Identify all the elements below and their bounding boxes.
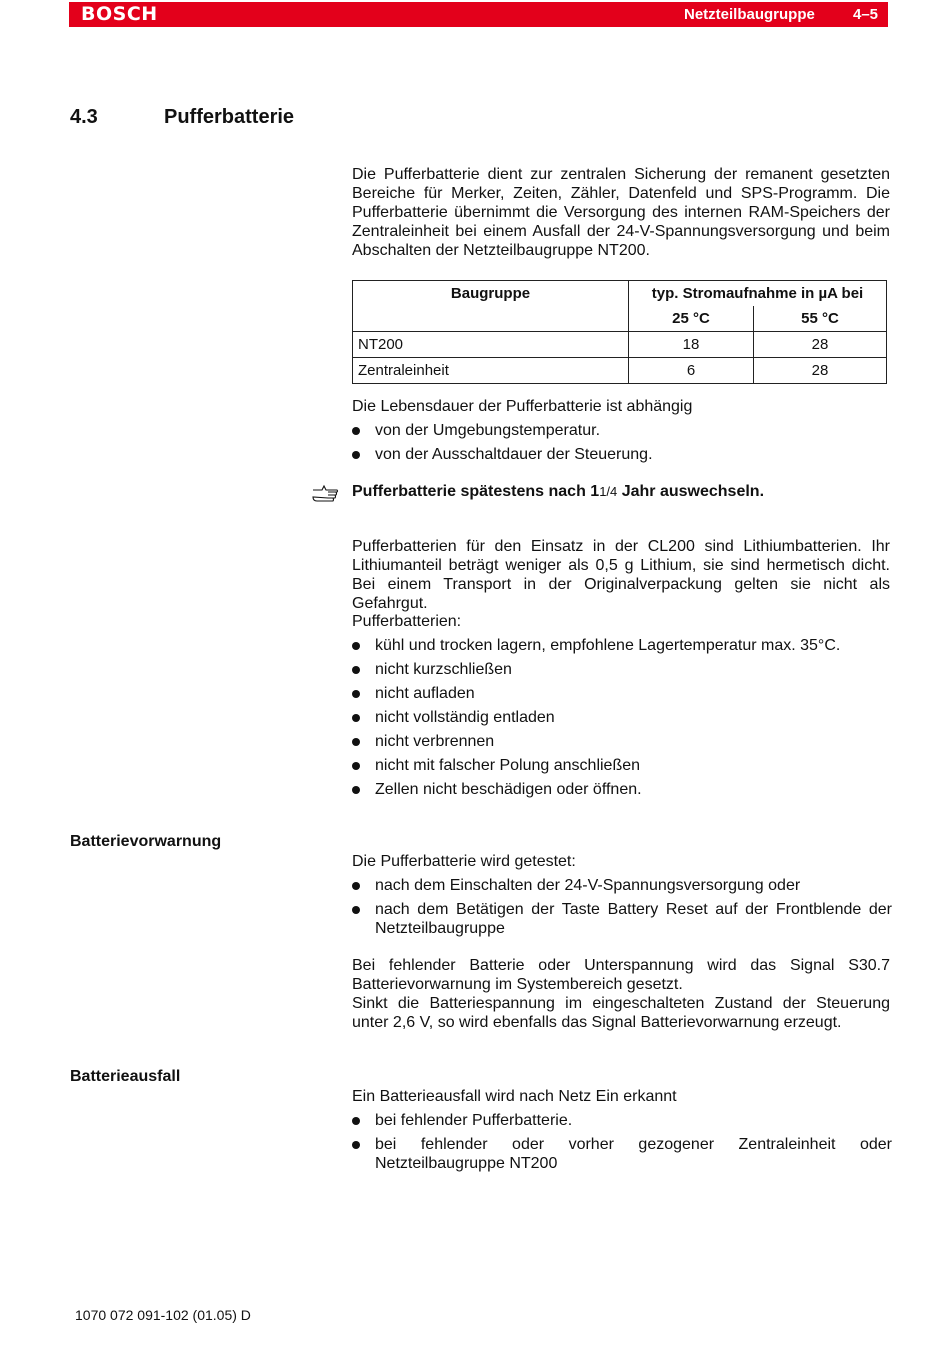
pointing-hand-icon (312, 484, 339, 502)
intro-paragraph: Die Pufferbatterie dient zur zentralen Sicherung der remanent gesetzten Bereiche für Merker, Zeiten, Zähler, Datenfeld und SPS-Programm. Die Pufferbatterie übernimmt die Versorgung des internen RAM-Speichers der Zentraleinheit bei einem Ausfall der 24-V-Spannungsversorgung und beim Abschalten der Netzteilbaugruppe NT200. (352, 166, 890, 259)
note-fraction: 1/4 (599, 484, 618, 499)
bullet-icon (352, 1141, 360, 1149)
bullet-icon (352, 690, 360, 698)
col-current-header: typ. Stromaufnahme in µA bei (629, 281, 887, 307)
bullet-icon (352, 714, 360, 722)
lifetime-list (352, 421, 892, 469)
col-group-spacer (353, 306, 629, 332)
note-text-post: Jahr auswechseln. (617, 483, 765, 500)
list-item (352, 1135, 892, 1173)
list-item-text: Zellen nicht beschädigen oder öffnen. (375, 781, 642, 798)
row-value-55: 28 (754, 332, 887, 358)
list-item-text: nach dem Betätigen der Taste Battery Reset auf der Frontblende der Netzteilbaugruppe (375, 901, 892, 937)
row-value-25: 6 (629, 358, 754, 384)
bullet-icon (352, 882, 360, 890)
bullet-icon (352, 906, 360, 914)
list-item (352, 708, 892, 727)
list-item-text: kühl und trocken lagern, empfohlene Lagertemperatur max. 35°C. (375, 637, 841, 654)
list-item (352, 876, 892, 895)
lithium-paragraph: Pufferbatterien für den Einsatz in der CL200 sind Lithiumbatterien. Ihr Lithiumanteil beträgt weniger als 0,5 g Lithium, sie sind hermetisch dicht. Bei einem Transport in der Originalverpackung gelten sie nicht als Gefahrgut. (352, 538, 890, 612)
warning-list (352, 876, 892, 943)
list-item (352, 445, 892, 464)
table-row (353, 332, 887, 358)
page-number: 4–5 (853, 6, 879, 23)
failure-heading: Batterieausfall (70, 1068, 181, 1085)
warning-text-1: Bei fehlender Batterie oder Unterspannung wird das Signal S30.7 Batterievorwarnung im Systembereich gesetzt. (352, 957, 890, 993)
warning-text-2: Sinkt die Batteriespannung im eingeschalteten Zustand der Steuerung unter 2,6 V, so wird ebenfalls das Signal Batterievorwarnung erzeugt. (352, 995, 890, 1031)
brand-logo: BOSCH (81, 3, 158, 25)
list-item-text: nach dem Einschalten der 24-V-Spannungsversorgung oder (375, 877, 801, 894)
row-name: NT200 (353, 332, 629, 358)
document-number: 1070 072 091-102 (01.05) D (75, 1307, 251, 1323)
list-item-text: bei fehlender oder vorher gezogener Zentraleinheit oder Netzteilbaugruppe NT200 (375, 1136, 892, 1172)
handling-list (352, 636, 892, 804)
col-55-header: 55 °C (754, 306, 887, 332)
list-item-text: nicht kurzschließen (375, 661, 512, 678)
section-title: Pufferbatterie (164, 106, 295, 128)
bullet-icon (352, 451, 360, 459)
list-item-text: bei fehlender Pufferbatterie. (375, 1112, 573, 1129)
header-title: Netzteilbaugruppe (684, 6, 815, 23)
bullet-icon (352, 642, 360, 650)
col-25-header: 25 °C (629, 306, 754, 332)
list-item (352, 780, 892, 799)
list-item (352, 732, 892, 751)
list-item (352, 1111, 892, 1130)
section-number: 4.3 (70, 106, 98, 128)
row-value-25: 18 (629, 332, 754, 358)
bullet-icon (352, 666, 360, 674)
list-item-text: nicht verbrennen (375, 733, 495, 750)
list-item-text: nicht vollständig entladen (375, 709, 555, 726)
list-item (352, 636, 892, 655)
bullet-icon (352, 427, 360, 435)
list-item-text: nicht mit falscher Polung anschließen (375, 757, 641, 774)
list-item-text: von der Ausschaltdauer der Steuerung. (375, 446, 653, 463)
page-header (69, 2, 888, 27)
failure-list (352, 1111, 892, 1178)
bullet-icon (352, 738, 360, 746)
col-group-header: Baugruppe (353, 281, 629, 307)
row-name: Zentraleinheit (353, 358, 629, 384)
list-item (352, 660, 892, 679)
list-item (352, 684, 892, 703)
bullet-icon (352, 1117, 360, 1125)
bullet-icon (352, 762, 360, 770)
warning-lead: Die Pufferbatterie wird getestet: (352, 853, 576, 870)
failure-lead: Ein Batterieausfall wird nach Netz Ein erkannt (352, 1088, 677, 1105)
warning-heading: Batterievorwarnung (70, 833, 222, 850)
handling-lead: Pufferbatterien: (352, 613, 462, 630)
table-row (353, 358, 887, 384)
bullet-icon (352, 786, 360, 794)
list-item (352, 421, 892, 440)
list-item-text: von der Umgebungstemperatur. (375, 422, 601, 439)
row-value-55: 28 (754, 358, 887, 384)
replacement-note (352, 483, 764, 501)
list-item (352, 756, 892, 775)
note-text-pre: Pufferbatterie spätestens nach 1 (352, 483, 600, 500)
list-item (352, 900, 892, 938)
list-item-text: nicht aufladen (375, 685, 475, 702)
lifetime-lead: Die Lebensdauer der Pufferbatterie ist abhängig (352, 398, 693, 415)
current-table (352, 280, 887, 384)
